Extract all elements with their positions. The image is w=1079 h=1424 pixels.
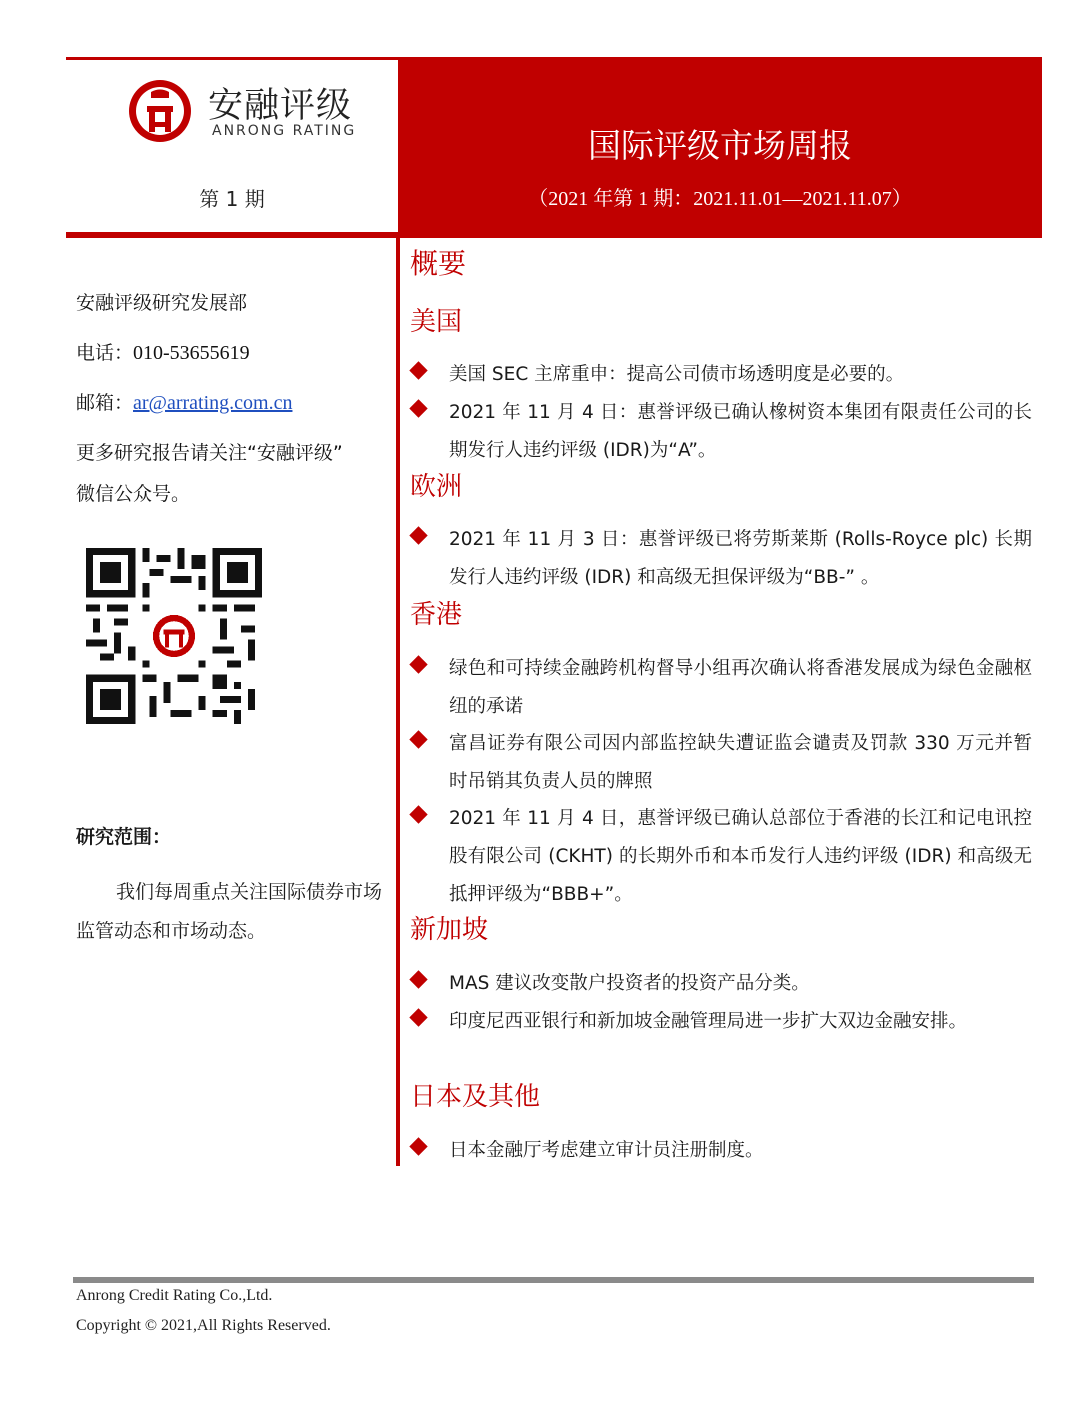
footer-copyright: Copyright © 2021,All Rights Reserved.	[76, 1317, 331, 1334]
diamond-bullet-icon	[409, 1137, 427, 1155]
email-link[interactable]: ar@arrating.com.cn	[133, 392, 293, 414]
email-line	[76, 388, 292, 415]
diamond-bullet-icon	[409, 526, 427, 544]
list-item: 2021 年 11 月 4 日，惠誉评级已确认总部位于香港的长江和记电讯控股有限公司 (CKHT) 的长期外币和本币发行人违约评级 (IDR) 和高级无抵押评级为“BBB+”。	[410, 800, 1032, 914]
list-item: 2021 年 11 月 4 日：惠誉评级已确认橡树资本集团有限责任公司的长期发行人违约评级 (IDR)为“A”。	[410, 394, 1032, 470]
phone-number: 010-53655619	[133, 342, 250, 364]
report-subtitle: （2021 年第 1 期：2021.11.01—2021.11.07）	[528, 188, 912, 210]
diamond-bullet-icon	[409, 361, 427, 379]
list-item: MAS 建议改变散户投资者的投资产品分类。	[410, 965, 1032, 1003]
list-item: 2021 年 11 月 3 日：惠誉评级已将劳斯莱斯 (Rolls-Royce plc) 长期发行人违约评级 (IDR) 和高级无担保评级为“BB-” 。	[410, 521, 1032, 597]
diamond-bullet-icon	[409, 399, 427, 417]
diamond-bullet-icon	[409, 655, 427, 673]
phone-label: 电话：	[76, 342, 134, 364]
section-title-japan-others: 日本及其他	[410, 1082, 541, 1112]
scope-title: 研究范围：	[76, 826, 172, 848]
follow-text-line1: 更多研究报告请关注“安融评级”	[76, 442, 343, 464]
column-divider	[396, 238, 400, 1166]
logo-text-cn: 安融评级	[208, 86, 353, 126]
list-item: 富昌证券有限公司因内部监控缺失遭证监会谴责及罚款 330 万元并暂时吊销其负责人员的牌照	[410, 725, 1032, 801]
email-label: 邮箱：	[76, 392, 134, 414]
phone-line	[76, 338, 250, 365]
section-title-singapore: 新加坡	[410, 915, 489, 945]
section-title-europe: 欧洲	[410, 472, 463, 502]
follow-text-line2: 微信公众号。	[76, 483, 191, 505]
header-bottom-rule	[66, 232, 1042, 238]
diamond-bullet-icon	[409, 1008, 427, 1026]
footer-rule	[73, 1277, 1034, 1283]
list-item: 美国 SEC 主席重申：提高公司债市场透明度是必要的。	[410, 356, 1032, 394]
footer-company: Anrong Credit Rating Co.,Ltd.	[76, 1287, 273, 1304]
list-item: 印度尼西亚银行和新加坡金融管理局进一步扩大双边金融安排。	[410, 1003, 1032, 1041]
issue-number: 第 1 期	[199, 187, 265, 211]
section-title-hongkong: 香港	[410, 600, 463, 630]
section-title-us: 美国	[410, 307, 463, 337]
overview-title: 概要	[410, 247, 467, 280]
report-title: 国际评级市场周报	[588, 126, 852, 165]
department-name: 安融评级研究发展部	[76, 292, 248, 314]
list-item: 绿色和可持续金融跨机构督导小组再次确认将香港发展成为绿色金融枢纽的承诺	[410, 650, 1032, 726]
diamond-bullet-icon	[409, 805, 427, 823]
list-item: 日本金融厅考虑建立审计员注册制度。	[410, 1132, 1032, 1170]
scope-body: 我们每周重点关注国际债券市场监管动态和市场动态。	[76, 881, 383, 942]
diamond-bullet-icon	[409, 970, 427, 988]
logo-text-en: ANRONG RATING	[212, 123, 357, 139]
anrong-logo-icon	[127, 78, 193, 144]
diamond-bullet-icon	[409, 730, 427, 748]
qr-code-icon	[86, 548, 262, 724]
